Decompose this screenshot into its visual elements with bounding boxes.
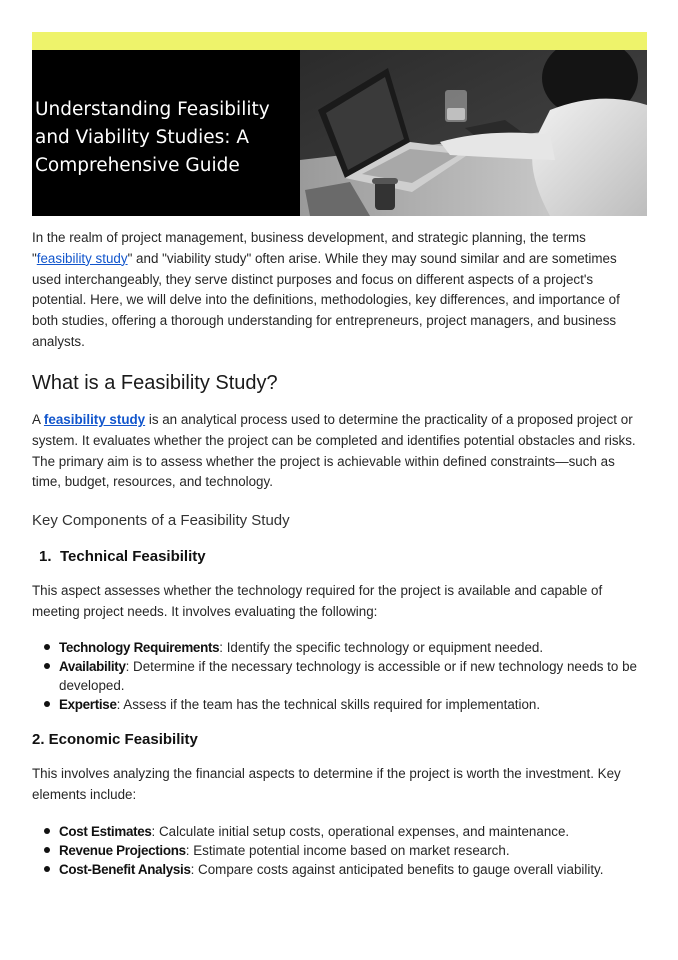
economic-intro: This involves analyzing the financial aspects to determine if the project is worth the investment. Key elements include: [32,766,621,802]
feasibility-paragraph [32,410,647,493]
key-components-heading: Key Components of a Feasibility Study [32,512,290,529]
technical-heading-text: Technical Feasibility [60,548,206,565]
list-item-desc: : Calculate initial setup costs, operational expenses, and maintenance. [151,824,570,839]
list-item [32,860,647,879]
list-item-term: Expertise [59,697,117,712]
list-item-desc: : Compare costs against anticipated benefits to gauge overall viability. [190,862,604,877]
intro-text-continued: " and "viability study" often arise. While they may sound similar and are sometimes used interchangeably, they serve distinct purposes and focus on different aspects of a project's potential. Here, we will delve into the definitions, methodologies, key differences, and importance of both studies, offering a thorough understanding for entrepreneurs, project managers, and business analysts. [32,250,620,349]
list-item-term: Cost Estimates [59,824,152,839]
list-item [32,822,647,841]
list-item [32,695,647,714]
technical-intro: This aspect assesses whether the technology required for the project is available and capable of meeting project needs. It involves evaluating the following: [32,583,603,619]
list-item-desc: : Assess if the team has the technical skills required for implementation. [116,697,541,712]
hero-banner [32,50,647,216]
feasibility-text: A [32,412,44,427]
list-item-desc: : Identify the specific technology or equipment needed. [219,640,544,655]
list-item-term: Technology Requirements [59,640,220,655]
feasibility-text-continued: is an analytical process used to determine the practicality of a proposed project or system. It evaluates whether the project can be completed and identifies potential obstacles and risks. The primary aim is to assess whether the project is achievable within defined constraints—such as time, budget, resources, and technology. [32,412,636,490]
list-item-desc: : Estimate potential income based on market research. [185,843,510,858]
technical-list [32,638,647,714]
accent-bar [32,32,647,50]
list-item-term: Revenue Projections [59,843,186,858]
economic-list [32,822,647,879]
list-item [32,638,647,657]
technical-heading [32,548,647,565]
list-item [32,841,647,860]
list-item [32,657,647,695]
list-item-desc: : Determine if the necessary technology is accessible or if new technology needs to be developed. [59,659,637,693]
intro-text: In the realm of project management, business development, and strategic planning, the terms " [32,230,586,266]
feasibility-study-bold-link[interactable]: feasibility study [43,412,146,427]
list-item-term: Availability [59,659,126,674]
technical-number: 1. [39,548,52,565]
feasibility-heading: What is a Feasibility Study? [32,372,278,394]
laptop-workspace-photo [300,50,647,216]
intro-paragraph [32,228,647,353]
feasibility-study-link[interactable]: feasibility study [36,250,128,266]
list-item-term: Cost-Benefit Analysis [59,862,191,877]
page-title: Understanding Feasibility and Viability Studies: A Comprehensive Guide [35,99,270,176]
economic-heading: 2. Economic Feasibility [32,731,198,748]
